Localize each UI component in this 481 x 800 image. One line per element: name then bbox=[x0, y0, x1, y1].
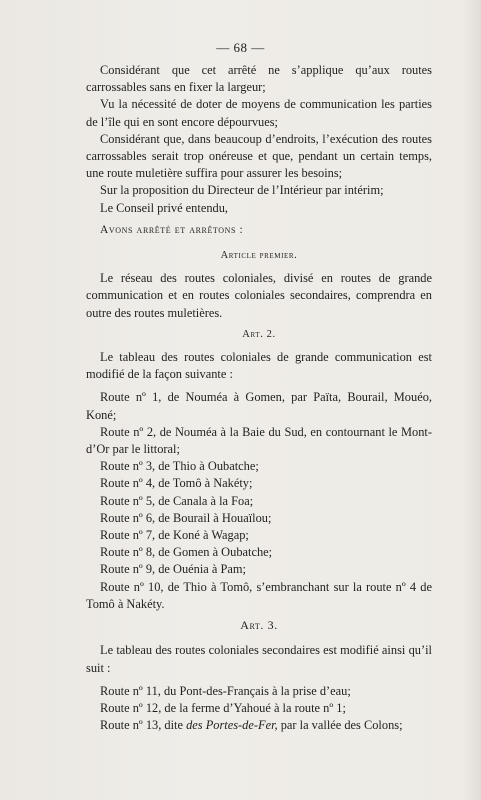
paragraph-proposition: Sur la proposition du Directeur de l’Intérieur par intérim; bbox=[100, 183, 384, 198]
article2-intro: Le tableau des routes coloniales de grande communication est modifié de la façon suivante : bbox=[86, 350, 432, 382]
route-4: Route nº 4, de Tomô à Nakéty; bbox=[100, 476, 253, 491]
route-5: Route nº 5, de Canala à la Foa; bbox=[100, 493, 254, 508]
route-9: Route nº 9, de Ouénia à Pam; bbox=[100, 562, 246, 577]
article2-heading: Art. 2. bbox=[242, 328, 276, 340]
article3-intro: Le tableau des routes coloniales secondaires est modifié ainsi qu’il suit : bbox=[86, 643, 432, 675]
route-11: Route nº 11, du Pont-des-Français à la prise d’eau; bbox=[100, 683, 351, 698]
route-13-name: des Portes-de-Fer, bbox=[186, 718, 278, 733]
route-10: Route nº 10, de Thio à Tomô, s’embranchant sur la route nº 4 de Tomô à Nakéty. bbox=[86, 579, 432, 611]
paragraph-vu: Vu la nécessité de doter de moyens de communication les parties de l’île qui en sont encore dépourvues; bbox=[86, 97, 432, 129]
route-13 bbox=[86, 717, 432, 734]
article-premier-heading: Article premier. bbox=[220, 250, 298, 262]
paragraph-considerant-1: Considérant que cet arrêté ne s’applique qu’aux routes carrossables sans en fixer la largeur; bbox=[86, 63, 432, 95]
route-2: Route nº 2, de Nouméa à la Baie du Sud, en contournant le Mont-d’Or par le littoral; bbox=[86, 424, 432, 457]
route-12: Route nº 12, de la ferme d’Yahoué à la route nº 1; bbox=[100, 700, 346, 715]
route-7: Route nº 7, de Koné à Wagap; bbox=[100, 528, 249, 543]
route-8: Route nº 8, de Gomen à Oubatche; bbox=[100, 545, 273, 560]
route-13-prefix: Route nº 13, dite bbox=[100, 718, 187, 733]
paragraph-considerant-2: Considérant que, dans beaucoup d’endroits, l’exécution des routes carrossables serait trop onéreuse et que, pendant un certain temps, une route muletière suffira pour assurer les besoins; bbox=[86, 131, 432, 181]
route-13-suffix: par la vallée des Colons; bbox=[277, 718, 403, 733]
page-edge-shadow bbox=[462, 0, 481, 800]
route-6: Route nº 6, de Bourail à Houaïlou; bbox=[100, 510, 272, 525]
route-3: Route nº 3, de Thio à Oubatche; bbox=[100, 459, 259, 474]
paragraph-conseil: Le Conseil privé entendu, bbox=[100, 200, 229, 215]
article1-text: Le réseau des routes coloniales, divisé en routes de grande communication et en routes coloniales secondaires, comprendra en outre des routes muletières. bbox=[86, 271, 432, 320]
page-number: — 68 — bbox=[216, 40, 265, 55]
arretons-heading: Avons arrêté et arrêtons : bbox=[100, 223, 244, 236]
article3-heading: Art. 3. bbox=[240, 618, 278, 633]
route-1: Route nº 1, de Nouméa à Gomen, par Païta, Bourail, Mouéo, Koné; bbox=[86, 390, 432, 422]
body-text bbox=[86, 62, 432, 734]
